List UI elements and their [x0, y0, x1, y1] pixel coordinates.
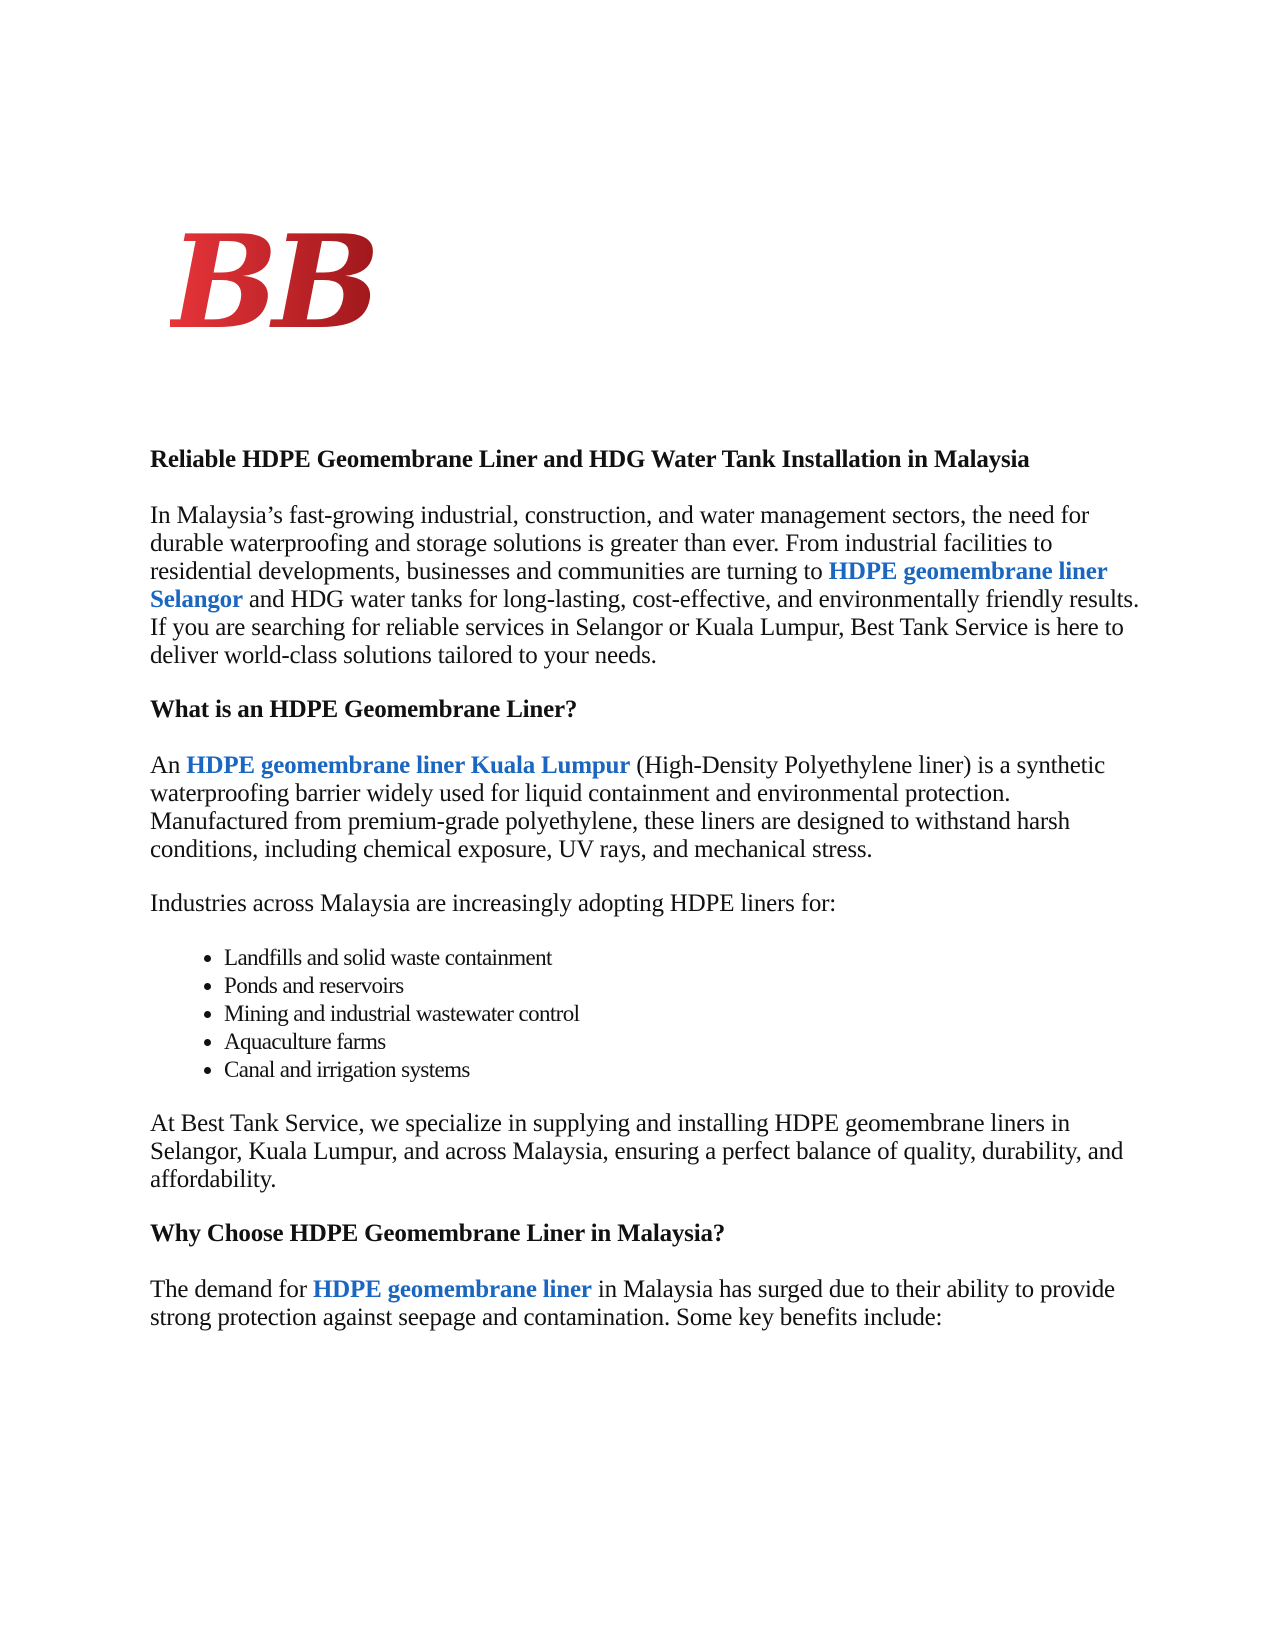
- uses-list: [150, 944, 1140, 1084]
- hdpe-liner-link[interactable]: HDPE geomembrane liner: [312, 1276, 592, 1303]
- list-item: • Ponds and reservoirs: [224, 972, 1140, 1000]
- section1-heading: What is an HDPE Geomembrane Liner?: [150, 696, 578, 723]
- section1-paragraph-2: Industries across Malaysia are increasingly adopting HDPE liners for:: [150, 890, 837, 917]
- section1-paragraph-3: At Best Tank Service, we specialize in supplying and installing HDPE geomembrane liners in Selangor, Kuala Lumpur, and across Malaysia, ensuring a perfect balance of quality, durability, and affordability.: [150, 1110, 1124, 1193]
- page-title: Reliable HDPE Geomembrane Liner and HDG Water Tank Installation in Malaysia: [150, 446, 1030, 473]
- document-body: [150, 446, 1140, 1358]
- intro-paragraph: In Malaysia’s fast-growing industrial, construction, and water management sectors, the need for durable waterproofing and storage solutions is greater than ever. From industrial facilities to residential developments, businesses and communities are turning to HDPE geomembrane liner Selangor and HDG water tanks for long-lasting, cost-effective, and environmentally friendly results. If you are searching for reliable services in Selangor or Kuala Lumpur, Best Tank Service is here to deliver world-class solutions tailored to your needs.: [150, 502, 1140, 669]
- svg-text:BB: BB: [170, 215, 375, 345]
- section2-heading: Why Choose HDPE Geomembrane Liner in Malaysia?: [150, 1220, 726, 1247]
- hdpe-selangor-link[interactable]: HDPE geomembrane liner Selangor: [150, 558, 1108, 613]
- bb-logo-icon: [170, 215, 460, 345]
- list-item: • Mining and industrial wastewater control: [224, 1000, 1140, 1028]
- list-item: • Canal and irrigation systems: [224, 1056, 1140, 1084]
- bb-logo: [170, 215, 460, 345]
- section2-paragraph-1: The demand for HDPE geomembrane liner in Malaysia has surged due to their ability to provide strong protection against seepage and contamination. Some key benefits include:: [150, 1276, 1115, 1331]
- hdpe-kuala-lumpur-link[interactable]: HDPE geomembrane liner Kuala Lumpur: [186, 752, 631, 779]
- list-item: • Landfills and solid waste containment: [224, 944, 1140, 972]
- section1-paragraph-1: An HDPE geomembrane liner Kuala Lumpur (High-Density Polyethylene liner) is a synthetic waterproofing barrier widely used for liquid containment and environmental protection. Manufactured from premium-grade polyethylene, these liners are designed to withstand harsh conditions, including chemical exposure, UV rays, and mechanical stress.: [150, 752, 1105, 863]
- list-item: • Aquaculture farms: [224, 1028, 1140, 1056]
